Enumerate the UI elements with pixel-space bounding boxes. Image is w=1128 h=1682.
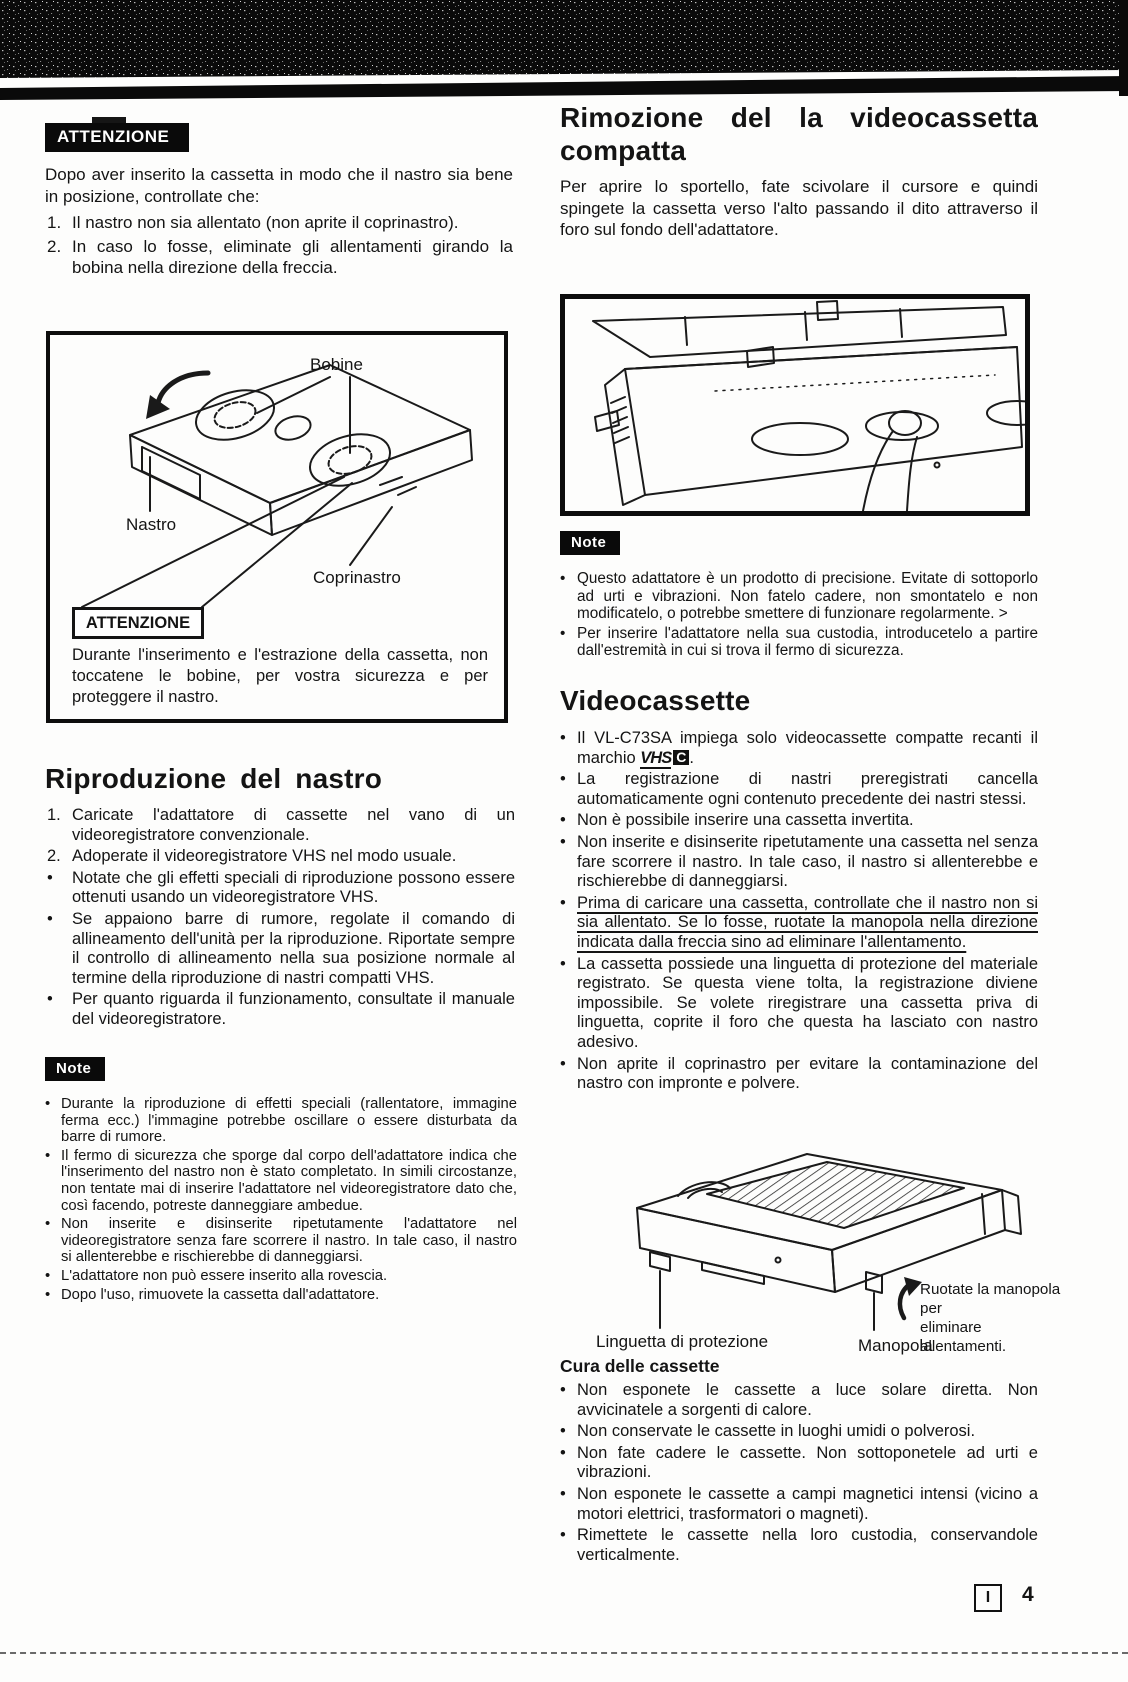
note-badge-label: Note bbox=[560, 531, 620, 555]
list-item: • Il fermo di sicurezza che sporge dal corpo dell'adattatore indica che l'inserimento del nastro non è stato completato. In simili circostanze, non tentate mai di inserire l'adattatore nel videoregistratore dato che, così facendo, potreste danneggiare ambedue. bbox=[45, 1147, 517, 1214]
list-item-underlined: • Prima di caricare una cassetta, controllate che il nastro non si sia allentato. Se lo fosse, ruotate la manopola nella direzione indicata dalla freccia sino ad eliminare l'allentamento. bbox=[560, 893, 1038, 951]
list-item: • Durante la riproduzione di effetti speciali (rallentatore, immagine ferma ecc.) l'immagine potrebbe oscillare o essere disturbata da barre di rumore. bbox=[45, 1096, 517, 1146]
note-list-left bbox=[45, 1096, 517, 1305]
list-item: 1. Caricate l'adattatore di cassette nel vano di un videoregistratore convenzionale. bbox=[47, 806, 515, 844]
list-item: • Notate che gli effetti speciali di riproduzione possono essere ottenuti usando un videoregistratore VHS. bbox=[47, 868, 515, 907]
figure-cassette-labels bbox=[582, 1130, 1062, 1358]
list-item: • Per quanto riguarda il funzionamento, consultate il manuale del videoregistratore. bbox=[47, 990, 515, 1028]
list-item: 2. Adoperate il videoregistratore VHS nel modo usuale. bbox=[47, 847, 457, 866]
label-coprinastro: Coprinastro bbox=[313, 568, 401, 587]
label-nastro: Nastro bbox=[126, 515, 177, 534]
label-manopola: Manopola bbox=[858, 1336, 933, 1355]
list-item: • Non inserite e disinserite ripetutamente una cassetta nel senza fare scorrere il nastro. In tale caso, il nastro si allenterebbe e rischierebbe di danneggiarsi. bbox=[560, 832, 1038, 891]
removal-paragraph: Per aprire lo sportello, fate scivolare il cursore e quindi spingete la cassetta verso l'alto passando il dito attraverso il foro sul fondo dell'adattatore. bbox=[560, 177, 1038, 239]
list-item: • Questo adattatore è un prodotto di precisione. Evitate di sottoporlo ad urti e vibrazioni. Non fatelo cadere, non smontatelo e non modificatelo, o potrebbe smettere di funzionare regolarmente. ˃ bbox=[560, 570, 1038, 623]
list-item: • Non inserite e disinserite ripetutamente l'adattatore nel videoregistratore senza fare scorrere il nastro. In tale caso, il nastro si allenterebbe e rischierebbe di danneggiarsi. bbox=[45, 1216, 517, 1266]
list-item: 1. Il nastro non sia allentato (non aprite il coprinastro). bbox=[47, 213, 459, 232]
vhs-c-logo: VHS C bbox=[640, 749, 689, 767]
list-item: • Non fate cadere le cassette. Non sottoponetele ad urti e vibrazioni. bbox=[560, 1443, 1038, 1482]
section-title-videocassette: Videocassette bbox=[560, 685, 751, 716]
annotation-ruotate bbox=[920, 1280, 1065, 1356]
label-bobine: Bobine bbox=[310, 355, 363, 374]
list-item: • Il VL-C73SA impiega solo videocassette compatte recanti il marchio VHS C . bbox=[560, 729, 1038, 767]
list-item: • Rimettete le cassette nella loro custodia, conservandole verticalmente. bbox=[560, 1526, 1038, 1564]
attention-badge-label: ATTENZIONE bbox=[45, 123, 189, 152]
figure-attention-box: ATTENZIONE bbox=[72, 607, 204, 639]
list-item: • Non esponete le cassette a campi magnetici intensi (vicino a motori elettrici, trasformatori o magneti). bbox=[560, 1484, 1038, 1523]
note-list-right bbox=[560, 570, 1038, 662]
list-item: • Non aprite il coprinastro per evitare la contaminazione del nastro con impronte e polvere. bbox=[560, 1054, 1038, 1093]
section-title-rimozione-line2: compatta bbox=[560, 135, 687, 166]
figure-adapter-push bbox=[560, 294, 1030, 516]
bottom-dashed-line bbox=[0, 1652, 1128, 1654]
page-number-box: I bbox=[974, 1584, 1002, 1612]
care-list bbox=[560, 1381, 1038, 1567]
adapter-drawing bbox=[565, 299, 1025, 511]
care-title: Cura delle cassette bbox=[560, 1356, 720, 1376]
intro-list bbox=[45, 212, 513, 281]
list-item: • L'adattatore non può essere inserito alla rovescia. bbox=[45, 1267, 388, 1284]
figure-cassette-open bbox=[46, 331, 508, 723]
list-item: • Non esponete le cassette a luce solare diretta. Non avvicinatele a sorgenti di calore. bbox=[560, 1381, 1038, 1419]
playback-list bbox=[45, 806, 515, 1032]
list-item: • Dopo l'uso, rimuovete la cassetta dall'adattatore. bbox=[45, 1286, 380, 1303]
list-item: • Non conservate le cassette in luoghi umidi o polverosi. bbox=[560, 1422, 976, 1441]
annotation-line: Ruotate la manopola per bbox=[920, 1281, 1061, 1317]
annotation-line: eliminare allentamenti. bbox=[920, 1319, 1007, 1355]
list-item: • La registrazione di nastri preregistrati cancella automaticamente ogni contenuto precedente dei nastri stessi. bbox=[560, 770, 1038, 808]
list-item: • Per inserire l'adattatore nella sua custodia, introducetelo a partire dall'estremità in cui si trova il fermo di sicurezza. bbox=[560, 624, 1038, 660]
list-item: • La cassetta possiede una linguetta di protezione del materiale registrato. Se questa viene tolta, la registrazione diviene impossibile. Se volete riregistrare una cassetta priva di linguetta, coprite il foro che questa ha lasciato con nastro adesivo. bbox=[560, 954, 1038, 1051]
note-badge-label: Note bbox=[45, 1057, 105, 1081]
list-item: • Non è possibile inserire una cassetta invertita. bbox=[560, 811, 914, 830]
intro-paragraph: Dopo aver inserito la cassetta in modo che il nastro sia bene in posizione, controllate che: bbox=[45, 165, 513, 206]
note-badge-left bbox=[45, 1057, 105, 1081]
section-title-riproduzione: Riproduzione del nastro bbox=[45, 763, 383, 794]
label-linguetta: Linguetta di protezione bbox=[596, 1332, 769, 1351]
section-title-rimozione-line1: Rimozione del la videocassetta bbox=[560, 102, 1038, 133]
attention-badge bbox=[45, 123, 189, 152]
list-item: • Se appaiono barre di rumore, regolate il comando di allineamento dell'unità per la riproduzione. Riportate sempre il controllo di allineamento nella sua posizione normale al termine della riproduzione di nastri compatti VHS. bbox=[47, 909, 515, 987]
scan-banner-artifact bbox=[0, 0, 1128, 112]
page-number: 4 bbox=[1022, 1583, 1034, 1606]
list-item: 2. In caso lo fosse, eliminate gli allentamenti girando la bobina nella direzione della freccia. bbox=[47, 236, 513, 277]
note-badge-right bbox=[560, 531, 620, 555]
figure-caption: Durante l'inserimento e l'estrazione della cassetta, non toccatene le bobine, per vostra sicurezza e per proteggere il nastro. bbox=[72, 646, 488, 706]
videocassette-list bbox=[560, 729, 1038, 1096]
